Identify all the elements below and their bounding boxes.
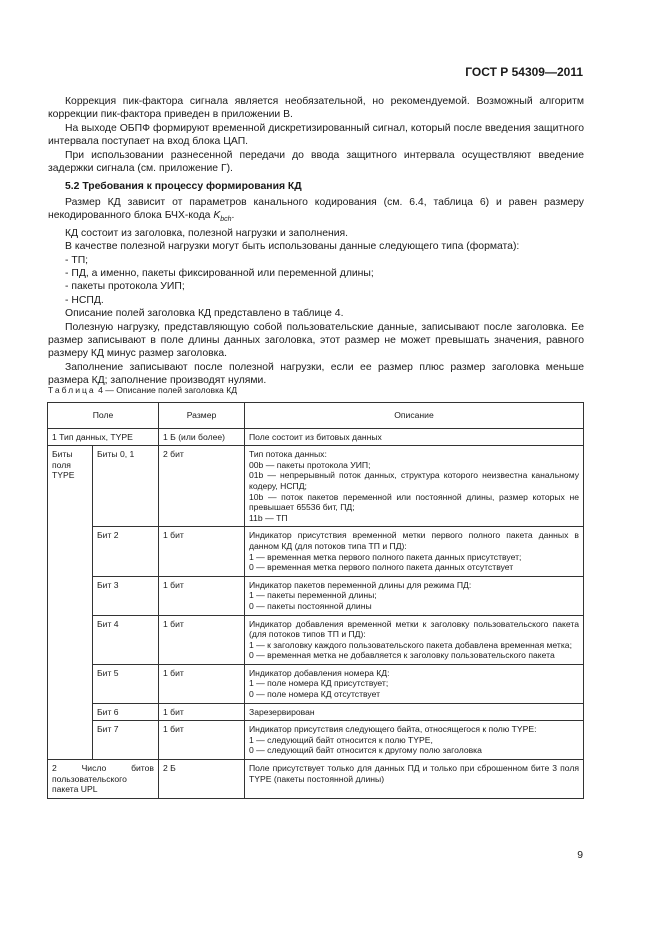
- column-header-field: Поле: [48, 403, 159, 429]
- table-row: [48, 615, 584, 664]
- cell-size: 1 бит: [159, 664, 245, 703]
- cell-desc: [245, 527, 584, 576]
- cell-bit-name: Бит 7: [93, 721, 159, 760]
- desc-line: 0 — поле номера КД отсутствует: [249, 689, 381, 700]
- cell-desc: [245, 664, 584, 703]
- paragraph: [48, 196, 584, 227]
- list-item: - НСПД.: [65, 294, 104, 306]
- cell-bit-name: Бит 5: [93, 664, 159, 703]
- desc-line: 0 — пакеты постоянной длины: [249, 600, 372, 611]
- page-number: 9: [577, 850, 583, 861]
- list-item: - ТП;: [65, 254, 89, 266]
- table-row: [48, 721, 584, 760]
- table-header-row: [48, 403, 584, 429]
- cell-size: 1 бит: [159, 703, 245, 721]
- cell-desc: [245, 576, 584, 615]
- cell-desc: [245, 703, 584, 721]
- paragraph: Описание полей заголовка КД представлено в таблице 4.: [65, 308, 344, 320]
- table-row: [48, 703, 584, 721]
- cell-desc: Поле присутствует только для данных ПД и только при сброшенном бите 3 поля TYPE (пакеты постоянной длины): [245, 760, 584, 799]
- cell-size: 1 Б (или более): [159, 428, 245, 446]
- desc-line: 0 — временная метка не добавляется к заголовку пользовательского пакета: [249, 650, 555, 661]
- desc-line: 11b — ТП: [249, 512, 288, 523]
- cell-bit-name: Бит 3: [93, 576, 159, 615]
- cell-group-label: Биты поля TYPE: [48, 446, 93, 760]
- body-text: [48, 95, 584, 388]
- table-caption-text: 4 — Описание полей заголовка КД: [98, 385, 238, 395]
- list-item: - ПД, а именно, пакеты фиксированной или переменной длины;: [65, 267, 374, 279]
- paragraph: КД состоит из заголовка, полезной нагрузки и заполнения.: [65, 227, 349, 239]
- paragraph: На выходе ОБПФ формируют временной дискретизированный сигнал, который после введения защитного интервала поступает на вход блока ЦАП.: [48, 122, 584, 148]
- cell-desc: Поле состоит из битовых данных: [245, 428, 584, 446]
- cell-desc: [245, 615, 584, 664]
- desc-line: 0 — следующий байт относится к другому полю заголовка: [249, 745, 482, 756]
- desc-line: Индикатор присутствия временной метки первого полного пакета данных в данном КД (для потоков типа ТП и ПД):: [249, 530, 579, 551]
- paragraph: В качестве полезной нагрузки могут быть использованы данные следующего типа (формата):: [65, 241, 520, 253]
- list-item: - пакеты протокола УИП;: [65, 281, 185, 293]
- desc-line: 10b — поток пакетов переменной или постоянной длины, размер которых не превышает 65536 бит, ПД;: [249, 491, 579, 513]
- paragraph-end: .: [231, 210, 235, 222]
- cell-bit-name: Бит 2: [93, 527, 159, 576]
- cell-desc: [245, 446, 584, 527]
- variable: K: [213, 210, 221, 222]
- paragraph-text: Размер КД зависит от параметров канального кодирования (см. 6.4, таблица 6) и равен размеру некодированного блока БЧХ-кода: [48, 196, 584, 222]
- desc-line: 01b — непрерывный поток данных, структура которого неизвестна канальному кодеру, НСПД;: [249, 470, 579, 491]
- cell-bit-name: Биты 0, 1: [93, 446, 159, 527]
- table-row: [48, 527, 584, 576]
- cell-size: 1 бит: [159, 615, 245, 664]
- cell-size: 2 бит: [159, 446, 245, 527]
- cell-size: 1 бит: [159, 721, 245, 760]
- desc-line: Индикатор присутствия следующего байта, относящегося к полю TYPE:: [249, 724, 537, 735]
- cell-size: 1 бит: [159, 527, 245, 576]
- cell-field: 1 Тип данных, TYPE: [48, 428, 159, 446]
- paragraph: При использовании разнесенной передачи до ввода защитного интервала осуществляют введение задержки сигнала (см. приложение Г).: [48, 149, 584, 175]
- table-caption: [48, 385, 237, 395]
- column-header-desc: Описание: [245, 403, 584, 429]
- cell-size: 1 бит: [159, 576, 245, 615]
- table-row: [48, 760, 584, 799]
- table-row: [48, 664, 584, 703]
- desc-line: Тип потока данных:: [249, 449, 327, 460]
- desc-line: Индикатор добавления номера КД:: [249, 667, 390, 678]
- cell-bit-name: Бит 4: [93, 615, 159, 664]
- desc-line: 1 — следующий байт относится к полю TYPE,: [249, 734, 433, 745]
- desc-line: 1 — к заголовку каждого пользовательского пакета добавлена временная метка;: [249, 639, 572, 650]
- table-row: [48, 576, 584, 615]
- header-fields-table: [47, 402, 584, 799]
- cell-size: 2 Б: [159, 760, 245, 799]
- section-title: 5.2 Требования к процессу формирования КД: [65, 181, 302, 193]
- desc-line: 0 — временная метка первого полного пакета данных отсутствует: [249, 562, 514, 573]
- paragraph: Заполнение записывают после полезной нагрузки, если ее размер плюс размер заголовка меньше размера КД; заполнение производят нулями.: [48, 361, 584, 387]
- cell-field: 2 Число битов пользовательского пакета UPL: [48, 760, 159, 799]
- desc-line: 1 — временная метка первого полного пакета данных присутствует;: [249, 551, 522, 562]
- table-caption-label: Таблица: [48, 385, 96, 395]
- table-row: [48, 446, 584, 527]
- cell-bit-name: Бит 6: [93, 703, 159, 721]
- column-header-size: Размер: [159, 403, 245, 429]
- document-header: ГОСТ Р 54309—2011: [465, 65, 583, 79]
- paragraph: Коррекция пик-фактора сигнала является необязательной, но рекомендуемой. Возможный алгоритм коррекции пик-фактора приведен в приложении В.: [48, 96, 584, 121]
- desc-line: Индикатор добавления временной метки к заголовку пользовательского пакета (для потоков типов ТП и ПД):: [249, 618, 579, 640]
- variable-subscript: bch: [220, 216, 232, 224]
- paragraph: Полезную нагрузку, представляющую собой пользовательские данные, записывают после заголовка. Ее размер записывают в поле длины данных заголовка, этот размер не может превышать значения, равного размеру КД минус размер заголовка.: [48, 321, 584, 360]
- table-row: [48, 428, 584, 446]
- desc-line: 1 — пакеты переменной длины;: [249, 590, 377, 601]
- desc-line: 1 — поле номера КД присутствует;: [249, 678, 389, 689]
- desc-line: Индикатор пакетов переменной длины для режима ПД:: [249, 579, 472, 590]
- desc-line: 00b — пакеты протокола УИП;: [249, 459, 371, 470]
- cell-desc: [245, 721, 584, 760]
- desc-line: Зарезервирован: [249, 706, 315, 717]
